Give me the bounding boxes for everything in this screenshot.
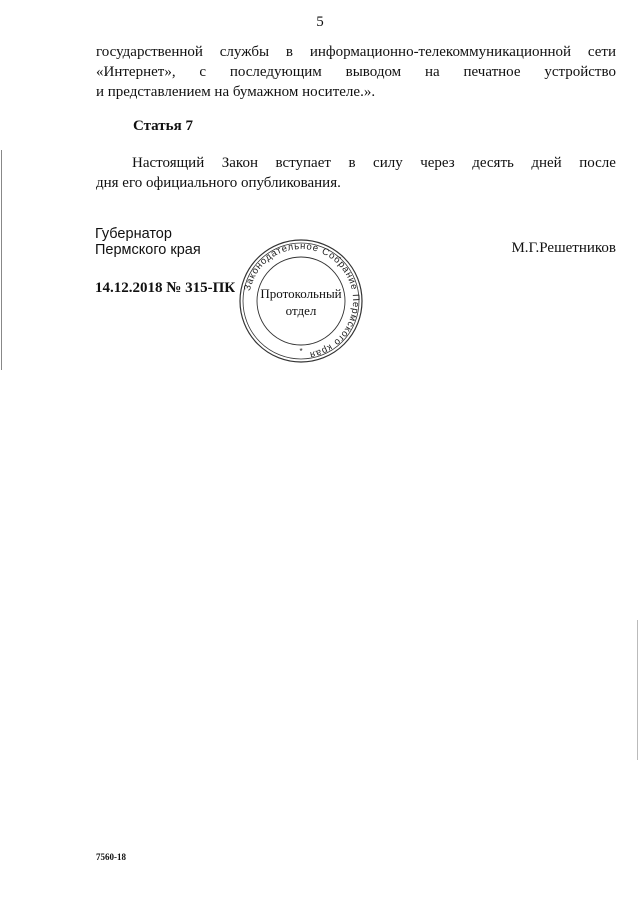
position-region: Пермского края: [95, 242, 201, 258]
signer-name: М.Г.Решетников: [511, 240, 616, 256]
scan-edge-mark-left: [1, 150, 2, 370]
word: службы: [219, 44, 270, 60]
continuation-line-2: [96, 62, 616, 82]
page-number: 5: [316, 14, 324, 30]
continuation-paragraph: [96, 42, 616, 102]
position-title: Губернатор: [95, 226, 172, 242]
word: последующим: [229, 64, 322, 80]
signature-position: [95, 226, 201, 258]
stamp-star: *: [299, 347, 303, 356]
stamp-graphic: [238, 238, 364, 364]
article-paragraph: [96, 153, 616, 193]
document-code: 7560-18: [96, 852, 126, 862]
article-line-1: [132, 153, 616, 173]
word: с: [199, 64, 207, 80]
word: десять: [472, 155, 514, 171]
word: печатное: [463, 64, 521, 80]
word: устройство: [544, 64, 616, 80]
word: Закон: [221, 155, 258, 171]
word: сети: [587, 44, 616, 60]
word: после: [579, 155, 616, 171]
word: через: [420, 155, 455, 171]
document-date-number: 14.12.2018 № 315-ПК: [95, 280, 236, 296]
word: информационно-телекоммуникационной: [309, 44, 572, 60]
word: «Интернет»,: [96, 64, 176, 80]
word: в: [285, 44, 294, 60]
stamp-outer-text: Законодательное Собрание Пермского края: [242, 240, 362, 361]
continuation-line-3: и представлением на бумажном носителе.».: [96, 84, 376, 100]
word: дней: [531, 155, 562, 171]
word: Настоящий: [132, 155, 205, 171]
scan-edge-mark-right: [637, 620, 638, 760]
stamp-inner-line-1: Протокольный: [260, 286, 342, 301]
word: в: [348, 155, 356, 171]
word: выводом: [345, 64, 402, 80]
stamp-inner-line-2: отдел: [285, 303, 317, 318]
continuation-line-1: [96, 42, 616, 62]
word: силу: [373, 155, 403, 171]
article-heading: Статья 7: [133, 118, 193, 134]
official-stamp: [238, 238, 364, 364]
article-line-2: дня его официального опубликования.: [96, 175, 341, 191]
word: на: [424, 64, 440, 80]
word: вступает: [275, 155, 331, 171]
word: государственной: [96, 44, 203, 60]
